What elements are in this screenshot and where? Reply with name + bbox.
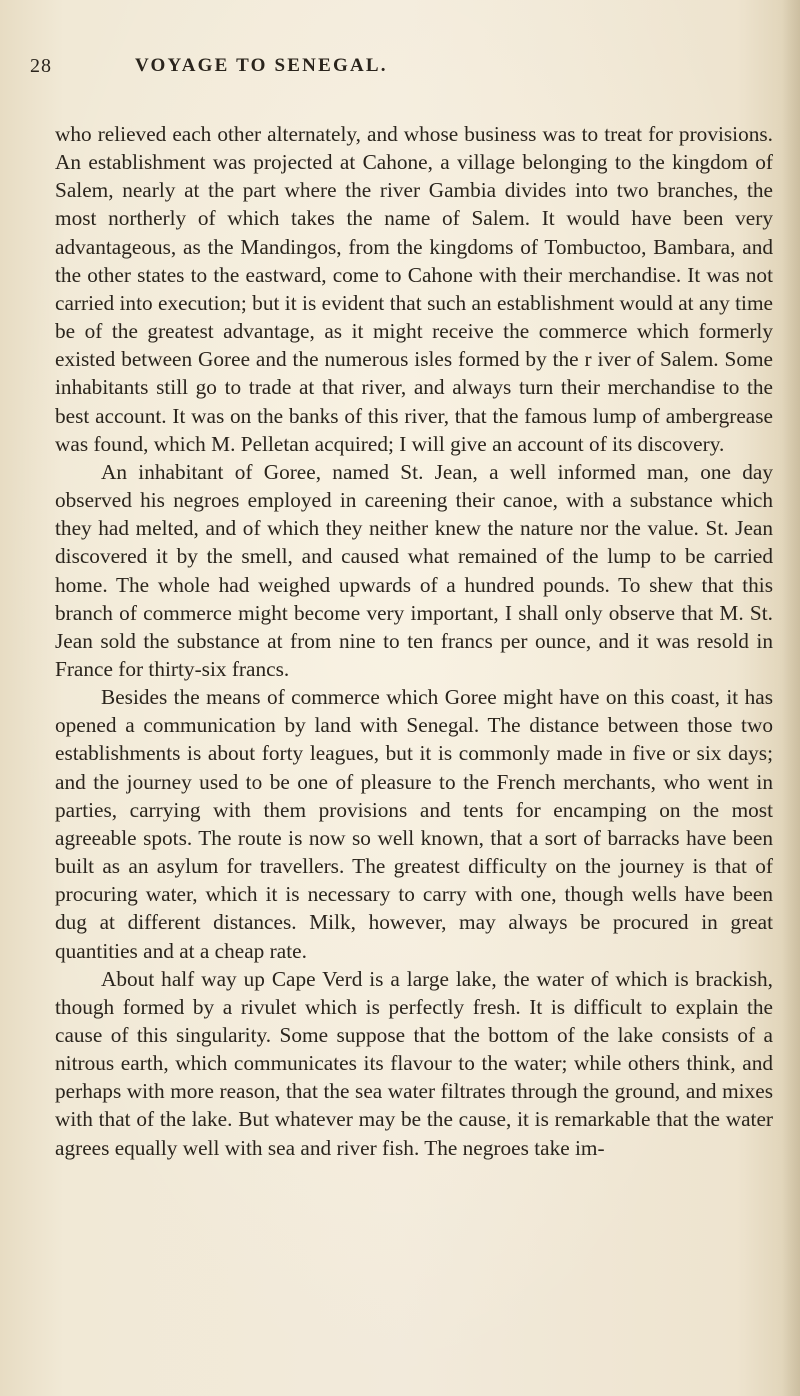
running-title: VOYAGE TO SENEGAL. bbox=[135, 55, 388, 76]
page-number: 28 bbox=[30, 55, 52, 77]
paragraph-land-route: Besides the means of commerce which Goree might have on this coast, it has opened a communication by land with Senegal. The distance between those two establishments is about forty leagues, but it is commonly made in five or six days; and the journey used to be one of pleasure to the French merchants, who went in parties, carrying with them provisions and tents for encamping on the most agreeable spots. The route is now so well known, that a sort of barracks have been built as an asylum for travellers. The greatest difficulty on the journey is that of procuring water, which it is necessary to carry with one, though wells have been dug at different distances. Milk, however, may always be procured in great quantities and at a cheap rate. bbox=[55, 685, 773, 963]
paragraph-continuation: who relieved each other alternately, and whose business was to treat for provisions. An establishment was projected at Cahone, a village belonging to the kingdom of Salem, nearly at the part where the river Gambia divides into two branches, the most northerly of which takes the name of Salem. It would have been very advantageous, as the Mandingos, from the kingdoms of Tombuctoo, Bambara, and the other states to the eastward, come to Cahone with their merchandise. It was not carried into execution; but it is evident that such an establishment would at any time be of the greatest advantage, as it might receive the commerce which formerly existed between Goree and the numerous isles formed by the r iver of Salem. Some inhabitants still go to trade at that river, and always turn their merchandise to the best account. It was on the banks of this river, that the famous lump of ambergrease was found, which M. Pelletan acquired; I will give an account of its discovery. bbox=[55, 122, 773, 456]
paragraph-lake: About half way up Cape Verd is a large lake, the water of which is brackish, though formed by a rivulet which is perfectly fresh. It is difficult to explain the cause of this singularity. Some suppose that the bottom of the lake consists of a nitrous earth, which communicates its flavour to the water; while others think, and perhaps with more reason, that the sea water filtrates through the ground, and mixes with that of the lake. But whatever may be the cause, it is remarkable that the water agrees equally well with sea and river fish. The negroes take im- bbox=[55, 966, 773, 1160]
page-edge-shadow bbox=[782, 0, 800, 1396]
body-text bbox=[55, 120, 773, 1162]
page-header bbox=[30, 55, 770, 85]
paragraph-st-jean: An inhabitant of Goree, named St. Jean, a well informed man, one day observed his negroes employed in careening their canoe, with a substance which they had melted, and of which they neither knew the nature nor the value. St. Jean discovered it by the smell, and caused what remained of the lump to be carried home. The whole had weighed upwards of a hundred pounds. To shew that this branch of commerce might become very important, I shall only observe that M. St. Jean sold the substance at from nine to ten francs per ounce, and it was resold in France for thirty-six francs. bbox=[55, 459, 773, 681]
